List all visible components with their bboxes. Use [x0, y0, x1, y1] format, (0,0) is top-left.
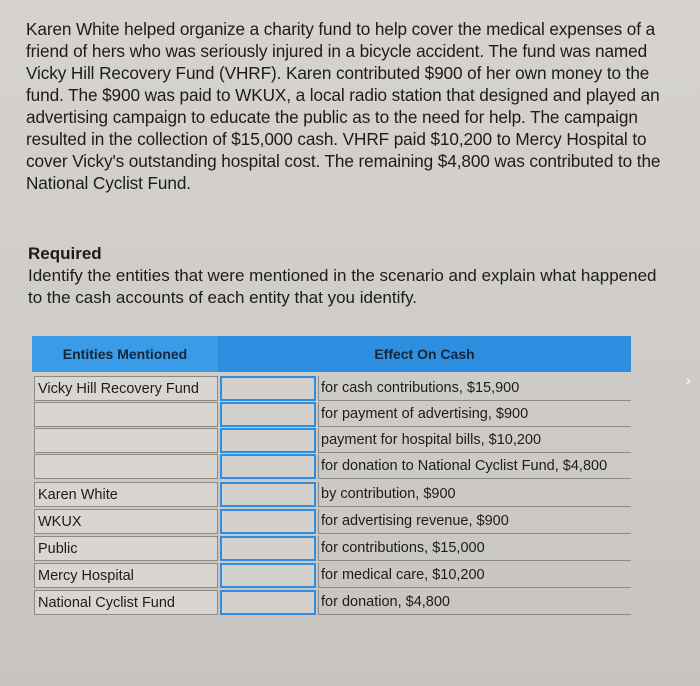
- entity-cell: [34, 428, 218, 453]
- effect-dropdown[interactable]: [220, 402, 316, 427]
- effect-cell: by contribution, $900: [318, 482, 631, 507]
- effect-dropdown[interactable]: [220, 590, 316, 615]
- effect-dropdown[interactable]: [220, 428, 316, 453]
- entity-cell: National Cyclist Fund: [34, 590, 218, 615]
- entity-cell: Public: [34, 536, 218, 561]
- entity-cell: Karen White: [34, 482, 218, 507]
- page-edge-arrow-icon: ›: [686, 372, 691, 388]
- effect-dropdown[interactable]: [220, 536, 316, 561]
- effect-cell: payment for hospital bills, $10,200: [318, 428, 631, 453]
- effect-dropdown[interactable]: [220, 454, 316, 479]
- effect-cell: for payment of advertising, $900: [318, 402, 631, 427]
- entity-cell: [34, 402, 218, 427]
- required-instructions: Identify the entities that were mentioned in the scenario and explain what happened to the cash accounts of each entity that you identify.: [28, 266, 657, 307]
- effect-cell: for donation to National Cyclist Fund, $4,800: [318, 454, 631, 479]
- effect-cell: for donation, $4,800: [318, 590, 631, 615]
- entity-cell: [34, 454, 218, 479]
- required-heading: Required: [28, 244, 102, 263]
- effect-dropdown[interactable]: [220, 376, 316, 401]
- entity-cell: Mercy Hospital: [34, 563, 218, 588]
- header-entities: Entities Mentioned: [32, 336, 218, 372]
- entities-table: [32, 336, 631, 622]
- entity-cell: Vicky Hill Recovery Fund: [34, 376, 218, 401]
- effect-dropdown[interactable]: [220, 563, 316, 588]
- scenario-paragraph: Karen White helped organize a charity fund to help cover the medical expenses of a friend of hers who was seriously injured in a bicycle accident. The fund was named Vicky Hill Recovery Fund (VHRF). Karen contributed $900 of her own money to the fund. The $900 was paid to WKUX, a local radio station that designed and played an advertising campaign to educate the public as to the need for help. The campaign resulted in the collection of $15,000 cash. VHRF paid $10,200 to Mercy Hospital to cover Vicky's outstanding hospital cost. The remaining $4,800 was contributed to the National Cyclist Fund.: [26, 19, 661, 193]
- effect-dropdown[interactable]: [220, 509, 316, 534]
- effect-dropdown[interactable]: [220, 482, 316, 507]
- effect-cell: for cash contributions, $15,900: [318, 376, 631, 401]
- effect-cell: for medical care, $10,200: [318, 563, 631, 588]
- header-effect-on-cash: Effect On Cash: [218, 336, 631, 372]
- entity-cell: WKUX: [34, 509, 218, 534]
- effect-cell: for contributions, $15,000: [318, 536, 631, 561]
- effect-cell: for advertising revenue, $900: [318, 509, 631, 534]
